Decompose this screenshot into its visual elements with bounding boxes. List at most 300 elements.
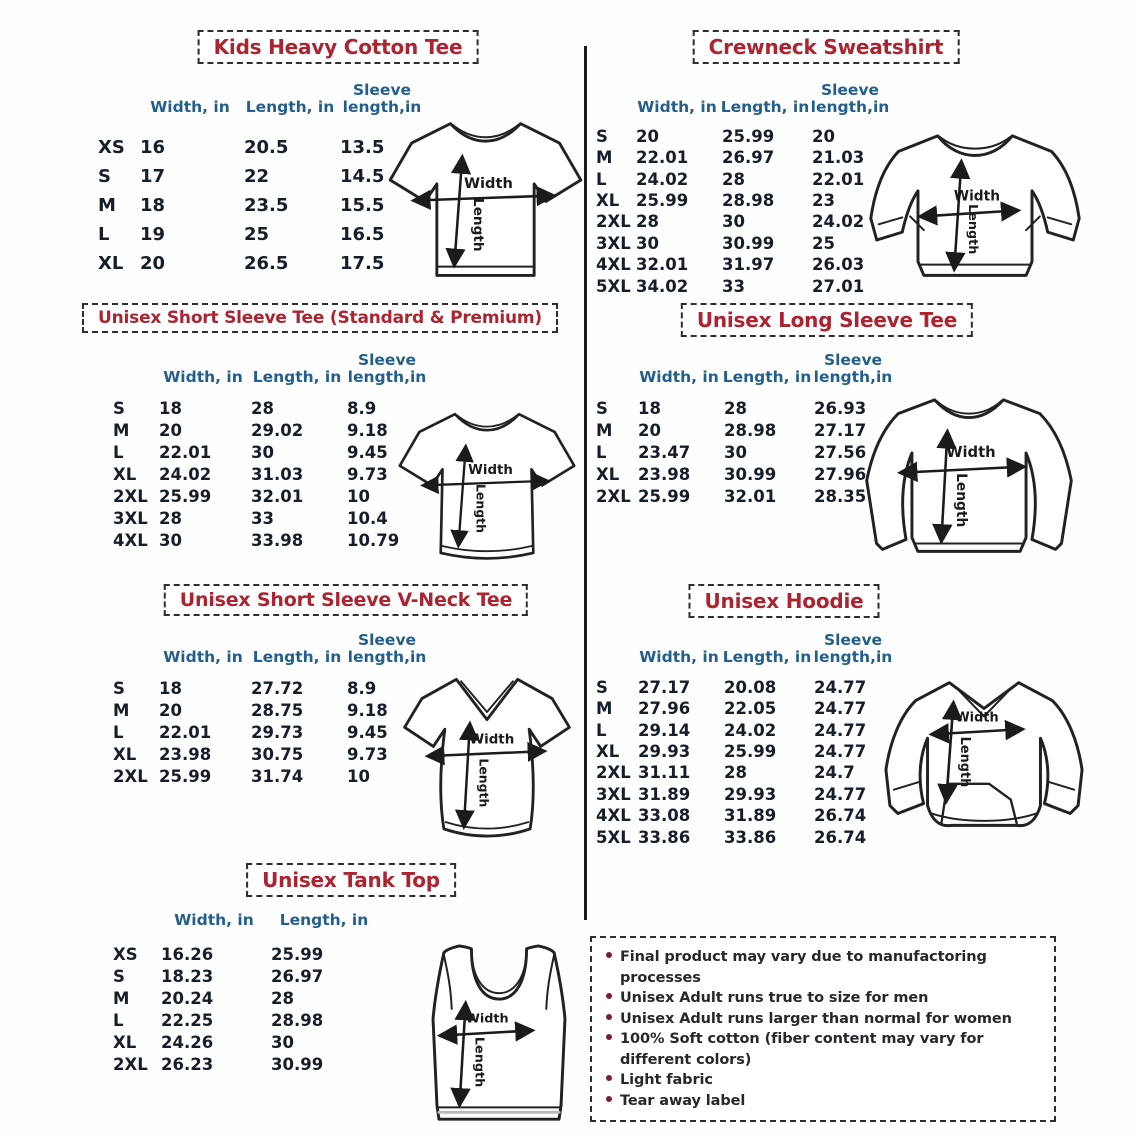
width-value: 18 bbox=[140, 194, 166, 216]
note-item bbox=[606, 1009, 1040, 1030]
width-value: 26.23 bbox=[161, 1054, 214, 1074]
note-item bbox=[606, 1070, 1040, 1091]
sleeve-value: 13.5 bbox=[340, 136, 385, 158]
table-row bbox=[596, 741, 894, 762]
size-label: 3XL bbox=[596, 784, 631, 804]
sleeve-value: 27.96 bbox=[814, 465, 867, 485]
column-divider bbox=[584, 46, 587, 920]
table-row bbox=[113, 766, 429, 788]
table-row bbox=[596, 398, 894, 420]
size-table-short-sleeve-tee bbox=[113, 352, 429, 552]
sleeve-value: 10 bbox=[347, 767, 370, 787]
width-value: 25.99 bbox=[636, 191, 689, 211]
column-header-length: Length, in bbox=[279, 911, 369, 929]
table-row bbox=[596, 420, 894, 442]
sleeve-value: 26.93 bbox=[814, 399, 867, 419]
note-text: 100% Soft cotton (fiber content may vary for different colors) bbox=[620, 1031, 984, 1068]
table-row bbox=[113, 420, 429, 442]
sleeve-value: 17.5 bbox=[340, 252, 385, 274]
size-label: XL bbox=[596, 465, 620, 485]
size-label: S bbox=[113, 966, 125, 986]
sleeve-value: 10.79 bbox=[347, 531, 400, 551]
table-body bbox=[113, 398, 429, 552]
table-body bbox=[596, 126, 890, 297]
column-header-length: Length, in bbox=[722, 368, 812, 387]
column-header-sleeve: Sleeve length,in bbox=[347, 351, 427, 387]
length-value: 30.75 bbox=[251, 745, 304, 765]
size-label: 5XL bbox=[596, 276, 631, 296]
width-value: 25.99 bbox=[638, 487, 691, 507]
size-table-tank-top bbox=[113, 912, 379, 1075]
length-value: 28.98 bbox=[271, 1010, 324, 1030]
length-value: 20.08 bbox=[724, 677, 777, 697]
note-text: Light fabric bbox=[620, 1072, 713, 1088]
width-value: 23.47 bbox=[638, 443, 691, 463]
note-item bbox=[606, 947, 1040, 988]
sleeve-value: 9.73 bbox=[347, 745, 388, 765]
length-label: Length bbox=[471, 1036, 487, 1088]
width-value: 29.14 bbox=[638, 720, 691, 740]
width-value: 28 bbox=[636, 212, 659, 232]
column-header-length: Length, in bbox=[720, 98, 810, 117]
column-header-sleeve: Sleeve length,in bbox=[347, 631, 427, 667]
width-value: 20 bbox=[159, 421, 182, 441]
length-value: 25 bbox=[244, 223, 270, 245]
note-item bbox=[606, 988, 1040, 1009]
length-value: 28.75 bbox=[251, 701, 304, 721]
table-row bbox=[98, 133, 426, 162]
length-value: 26.97 bbox=[722, 148, 775, 168]
size-label: L bbox=[596, 169, 607, 189]
bullet-icon bbox=[606, 1014, 612, 1020]
length-value: 29.02 bbox=[251, 421, 304, 441]
table-row bbox=[113, 508, 429, 530]
sleeve-value: 26.74 bbox=[814, 806, 867, 826]
length-value: 25.99 bbox=[271, 944, 324, 964]
column-header-width: Width, in bbox=[639, 368, 719, 387]
length-value: 30 bbox=[724, 443, 747, 463]
table-row bbox=[113, 486, 429, 508]
width-value: 18 bbox=[159, 399, 182, 419]
size-label: S bbox=[596, 126, 608, 146]
length-label: Length bbox=[953, 473, 970, 528]
table-row bbox=[113, 744, 429, 766]
table-row bbox=[113, 398, 429, 420]
size-label: 4XL bbox=[596, 255, 631, 275]
length-value: 31.03 bbox=[251, 465, 304, 485]
length-value: 30.99 bbox=[724, 465, 777, 485]
length-value: 31.97 bbox=[722, 255, 775, 275]
length-value: 23.5 bbox=[244, 194, 289, 216]
sleeve-value: 8.9 bbox=[347, 399, 377, 419]
length-value: 27.72 bbox=[251, 679, 304, 699]
table-row bbox=[596, 126, 890, 147]
table-row bbox=[596, 677, 894, 698]
table-row bbox=[596, 190, 890, 211]
sleeve-value: 16.5 bbox=[340, 223, 385, 245]
width-value: 22.01 bbox=[159, 723, 212, 743]
sleeve-value: 27.01 bbox=[812, 276, 865, 296]
width-value: 22.25 bbox=[161, 1010, 214, 1030]
length-value: 22.05 bbox=[724, 699, 777, 719]
sleeve-value: 9.18 bbox=[347, 421, 388, 441]
sleeve-value: 10 bbox=[347, 487, 370, 507]
size-label: M bbox=[596, 699, 613, 719]
length-value: 28 bbox=[271, 988, 294, 1008]
length-value: 33 bbox=[251, 509, 274, 529]
table-header-row bbox=[113, 352, 429, 387]
length-label: Length bbox=[473, 483, 489, 533]
sleeve-value: 27.17 bbox=[814, 421, 867, 441]
sleeve-value: 8.9 bbox=[347, 679, 377, 699]
length-value: 28.98 bbox=[724, 421, 777, 441]
table-body bbox=[596, 398, 894, 508]
width-value: 23.98 bbox=[638, 465, 691, 485]
size-label: S bbox=[596, 677, 608, 697]
table-row bbox=[113, 678, 429, 700]
sleeve-value: 22.01 bbox=[812, 169, 865, 189]
width-value: 16.26 bbox=[161, 944, 214, 964]
length-label: Length bbox=[476, 758, 492, 808]
length-value: 26.5 bbox=[244, 252, 289, 274]
note-text: Tear away label bbox=[620, 1092, 746, 1109]
size-table-long-sleeve-tee bbox=[596, 352, 894, 508]
long-sleeve-tee-diagram bbox=[860, 390, 1078, 572]
table-row bbox=[113, 530, 429, 552]
table-row bbox=[113, 1009, 379, 1031]
table-row bbox=[596, 275, 890, 296]
product-notes-box bbox=[590, 936, 1056, 1122]
section-title-unisex-short-sleeve-tee: Unisex Short Sleeve Tee (Standard & Premium) bbox=[82, 303, 558, 333]
bullet-icon bbox=[606, 993, 612, 999]
width-value: 18.23 bbox=[161, 966, 214, 986]
sleeve-value: 24.77 bbox=[814, 699, 867, 719]
sleeve-value: 26.03 bbox=[812, 255, 865, 275]
length-label: Length bbox=[965, 204, 981, 255]
width-value: 25.99 bbox=[159, 487, 212, 507]
table-body bbox=[98, 133, 426, 278]
size-table-v-neck-tee bbox=[113, 632, 429, 788]
sleeve-value: 9.45 bbox=[347, 443, 388, 463]
column-header-width: Width, in bbox=[163, 368, 243, 387]
table-header-row bbox=[98, 82, 426, 117]
table-body bbox=[113, 943, 379, 1075]
sleeve-value: 9.73 bbox=[347, 465, 388, 485]
length-value: 32.01 bbox=[724, 487, 777, 507]
column-header-sleeve: Sleeve length,in bbox=[342, 81, 422, 117]
size-table-hoodie bbox=[596, 632, 894, 848]
table-row bbox=[113, 965, 379, 987]
width-value: 18 bbox=[159, 679, 182, 699]
size-label: L bbox=[113, 723, 124, 743]
section-title-unisex-hoodie: Unisex Hoodie bbox=[688, 584, 879, 618]
width-value: 23.98 bbox=[159, 745, 212, 765]
bullet-icon bbox=[606, 1075, 612, 1081]
note-item bbox=[606, 1091, 1040, 1112]
size-label: 3XL bbox=[596, 233, 631, 253]
size-label: 2XL bbox=[596, 487, 631, 507]
table-header-row bbox=[596, 82, 890, 117]
size-label: 2XL bbox=[596, 763, 631, 783]
table-row bbox=[596, 442, 894, 464]
table-header-row bbox=[113, 912, 379, 929]
table-row bbox=[596, 698, 894, 719]
width-value: 28 bbox=[159, 509, 182, 529]
tank-top-diagram bbox=[420, 940, 578, 1132]
size-label: M bbox=[113, 701, 130, 721]
section-title-unisex-tank-top: Unisex Tank Top bbox=[246, 863, 456, 897]
section-title-unisex-long-sleeve-tee: Unisex Long Sleeve Tee bbox=[681, 303, 973, 337]
table-header-row bbox=[596, 632, 894, 667]
length-value: 29.93 bbox=[724, 784, 777, 804]
v-neck-tee-diagram bbox=[398, 666, 576, 848]
length-value: 31.74 bbox=[251, 767, 304, 787]
size-label: 2XL bbox=[596, 212, 631, 232]
table-row bbox=[113, 1053, 379, 1075]
length-value: 22 bbox=[244, 165, 270, 187]
size-label: XL bbox=[113, 1032, 137, 1052]
hoodie-diagram bbox=[880, 658, 1088, 858]
length-value: 30 bbox=[722, 212, 745, 232]
sleeve-value: 23 bbox=[812, 191, 835, 211]
width-value: 20 bbox=[140, 252, 166, 274]
width-value: 16 bbox=[140, 136, 166, 158]
bullet-icon bbox=[606, 952, 612, 958]
length-value: 29.73 bbox=[251, 723, 304, 743]
section-title-crewneck-sweatshirt: Crewneck Sweatshirt bbox=[693, 30, 960, 64]
length-value: 26.97 bbox=[271, 966, 324, 986]
width-label: Width bbox=[955, 710, 999, 726]
length-value: 24.02 bbox=[724, 720, 777, 740]
length-value: 25.99 bbox=[724, 742, 777, 762]
sleeve-value: 20 bbox=[812, 126, 835, 146]
size-label: 2XL bbox=[113, 1054, 148, 1074]
column-header-length: Length, in bbox=[722, 648, 812, 667]
column-header-width: Width, in bbox=[163, 648, 243, 667]
length-value: 33.98 bbox=[251, 531, 304, 551]
note-text: Final product may vary due to manufactoring processes bbox=[620, 949, 987, 986]
length-value: 33 bbox=[722, 276, 745, 296]
size-label: XL bbox=[98, 252, 124, 274]
width-label: Width bbox=[946, 443, 996, 461]
size-table-crewneck bbox=[596, 82, 890, 297]
size-label: L bbox=[596, 443, 607, 463]
width-value: 20.24 bbox=[161, 988, 214, 1008]
width-value: 24.02 bbox=[159, 465, 212, 485]
length-value: 28 bbox=[724, 399, 747, 419]
width-value: 24.02 bbox=[636, 169, 689, 189]
sleeve-value: 24.7 bbox=[814, 763, 855, 783]
width-value: 19 bbox=[140, 223, 166, 245]
note-text: Unisex Adult runs larger than normal for women bbox=[620, 1010, 1012, 1027]
length-value: 30 bbox=[251, 443, 274, 463]
column-header-width: Width, in bbox=[639, 648, 719, 667]
width-value: 34.02 bbox=[636, 276, 689, 296]
section-title-v-neck-tee: Unisex Short Sleeve V-Neck Tee bbox=[164, 584, 528, 616]
width-value: 31.89 bbox=[638, 784, 691, 804]
table-row bbox=[113, 442, 429, 464]
size-label: L bbox=[113, 1010, 124, 1030]
width-value: 32.01 bbox=[636, 255, 689, 275]
column-header-width: Width, in bbox=[174, 911, 254, 929]
sleeve-value: 10.4 bbox=[347, 509, 388, 529]
width-value: 29.93 bbox=[638, 742, 691, 762]
size-label: 3XL bbox=[113, 509, 148, 529]
size-label: S bbox=[596, 399, 608, 419]
length-value: 28 bbox=[724, 763, 747, 783]
width-value: 33.08 bbox=[638, 806, 691, 826]
sweatshirt-diagram bbox=[866, 126, 1084, 298]
size-label: S bbox=[113, 679, 125, 699]
width-label: Width bbox=[465, 1011, 509, 1027]
width-label: Width bbox=[469, 732, 515, 748]
table-row bbox=[113, 700, 429, 722]
length-value: 31.89 bbox=[724, 806, 777, 826]
table-row bbox=[596, 254, 890, 275]
table-row bbox=[113, 1031, 379, 1053]
width-value: 30 bbox=[636, 233, 659, 253]
column-header-width: Width, in bbox=[637, 98, 717, 117]
length-value: 30.99 bbox=[722, 233, 775, 253]
size-label: L bbox=[98, 223, 110, 245]
size-label: XS bbox=[113, 944, 138, 964]
size-label: L bbox=[596, 720, 607, 740]
tee-diagram bbox=[388, 110, 583, 290]
size-label: 4XL bbox=[113, 531, 148, 551]
size-label: M bbox=[113, 988, 130, 1008]
size-label: 2XL bbox=[113, 767, 148, 787]
column-header-length: Length, in bbox=[245, 98, 335, 117]
width-value: 27.17 bbox=[638, 677, 691, 697]
width-value: 25.99 bbox=[159, 767, 212, 787]
width-label: Width bbox=[468, 462, 513, 478]
width-value: 30 bbox=[159, 531, 182, 551]
table-body bbox=[596, 677, 894, 848]
width-value: 20 bbox=[638, 421, 661, 441]
section-title-kids-heavy-cotton-tee: Kids Heavy Cotton Tee bbox=[198, 30, 479, 64]
size-label: XL bbox=[596, 191, 620, 211]
size-label: S bbox=[98, 165, 111, 187]
size-label: L bbox=[113, 443, 124, 463]
table-row bbox=[596, 233, 890, 254]
size-label: 4XL bbox=[596, 806, 631, 826]
width-value: 20 bbox=[636, 126, 659, 146]
table-row bbox=[596, 211, 890, 232]
width-label: Width bbox=[953, 188, 1001, 205]
width-label: Width bbox=[463, 174, 513, 192]
size-label: XL bbox=[113, 465, 137, 485]
note-text: Unisex Adult runs true to size for men bbox=[620, 990, 929, 1006]
table-row bbox=[98, 162, 426, 191]
size-label: 2XL bbox=[113, 487, 148, 507]
size-label: M bbox=[113, 421, 130, 441]
width-value: 33.86 bbox=[638, 827, 691, 847]
table-row bbox=[113, 943, 379, 965]
size-label: XL bbox=[113, 745, 137, 765]
table-row bbox=[113, 722, 429, 744]
size-label: XL bbox=[596, 742, 620, 762]
bullet-icon bbox=[606, 1096, 612, 1102]
sleeve-value: 28.35 bbox=[814, 487, 867, 507]
sleeve-value: 24.77 bbox=[814, 720, 867, 740]
size-label: XS bbox=[98, 136, 125, 158]
width-value: 31.11 bbox=[638, 763, 691, 783]
table-row bbox=[98, 220, 426, 249]
table-row bbox=[113, 987, 379, 1009]
sleeve-value: 24.77 bbox=[814, 742, 867, 762]
table-header-row bbox=[113, 632, 429, 667]
length-value: 30 bbox=[271, 1032, 294, 1052]
column-header-width: Width, in bbox=[150, 98, 230, 117]
sleeve-value: 9.18 bbox=[347, 701, 388, 721]
note-item bbox=[606, 1029, 1040, 1070]
width-value: 24.26 bbox=[161, 1032, 214, 1052]
table-row bbox=[596, 464, 894, 486]
sleeve-value: 25 bbox=[812, 233, 835, 253]
size-label: 5XL bbox=[596, 827, 631, 847]
table-row bbox=[596, 805, 894, 826]
notes-list bbox=[606, 947, 1040, 1111]
width-value: 20 bbox=[159, 701, 182, 721]
sleeve-value: 14.5 bbox=[340, 165, 385, 187]
size-label: M bbox=[98, 194, 116, 216]
sleeve-value: 24.77 bbox=[814, 784, 867, 804]
sleeve-value: 24.77 bbox=[814, 677, 867, 697]
sleeve-value: 27.56 bbox=[814, 443, 867, 463]
table-row bbox=[596, 762, 894, 783]
width-value: 27.96 bbox=[638, 699, 691, 719]
length-value: 33.86 bbox=[724, 827, 777, 847]
size-label: M bbox=[596, 421, 613, 441]
sleeve-value: 26.74 bbox=[814, 827, 867, 847]
sleeve-value: 9.45 bbox=[347, 723, 388, 743]
table-row bbox=[596, 486, 894, 508]
width-value: 22.01 bbox=[636, 148, 689, 168]
length-label: Length bbox=[469, 198, 486, 252]
standard-tee-diagram bbox=[398, 398, 576, 570]
length-value: 32.01 bbox=[251, 487, 304, 507]
table-row bbox=[596, 826, 894, 847]
length-value: 30.99 bbox=[271, 1054, 324, 1074]
table-row bbox=[596, 784, 894, 805]
size-table-kids bbox=[98, 82, 426, 278]
sleeve-value: 24.02 bbox=[812, 212, 865, 232]
column-header-sleeve: Sleeve length,in bbox=[813, 351, 893, 387]
column-header-sleeve: Sleeve length,in bbox=[810, 81, 890, 117]
length-value: 28 bbox=[722, 169, 745, 189]
width-value: 22.01 bbox=[159, 443, 212, 463]
length-label: Length bbox=[957, 736, 973, 788]
width-value: 18 bbox=[638, 399, 661, 419]
column-header-length: Length, in bbox=[252, 368, 342, 387]
sleeve-value: 21.03 bbox=[812, 148, 865, 168]
table-row bbox=[98, 249, 426, 278]
table-header-row bbox=[596, 352, 894, 387]
table-row bbox=[596, 147, 890, 168]
table-row bbox=[596, 169, 890, 190]
table-row bbox=[98, 191, 426, 220]
length-value: 28.98 bbox=[722, 191, 775, 211]
column-header-sleeve: Sleeve length,in bbox=[813, 631, 893, 667]
size-label: S bbox=[113, 399, 125, 419]
length-value: 25.99 bbox=[722, 126, 775, 146]
bullet-icon bbox=[606, 1034, 612, 1040]
length-value: 20.5 bbox=[244, 136, 289, 158]
column-header-length: Length, in bbox=[252, 648, 342, 667]
table-row bbox=[113, 464, 429, 486]
width-value: 17 bbox=[140, 165, 166, 187]
sleeve-value: 15.5 bbox=[340, 194, 385, 216]
